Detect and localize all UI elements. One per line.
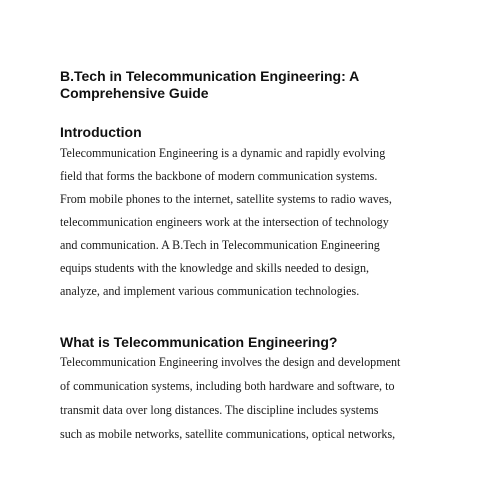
paragraph-line: analyze, and implement various communication technologies. [60,284,360,298]
paragraph-line: equips students with the knowledge and skills needed to design, [60,261,370,275]
paragraph-line: Telecommunication Engineering is a dynamic and rapidly evolving [60,146,386,160]
section-heading-introduction: Introduction [60,124,142,140]
paragraph-line: such as mobile networks, satellite communications, optical networks, [60,427,396,441]
paragraph-line: of communication systems, including both hardware and software, to [60,379,395,393]
paragraph-line: From mobile phones to the internet, satellite systems to radio waves, [60,192,392,206]
paragraph-line: and communication. A B.Tech in Telecommunication Engineering [60,238,380,252]
document-title [60,68,460,102]
document-title-line-2: Comprehensive Guide [60,85,209,101]
paragraph-line: Telecommunication Engineering involves the design and development [60,355,401,369]
paragraph-line: telecommunication engineers work at the intersection of technology [60,215,389,229]
paragraph-line: transmit data over long distances. The discipline includes systems [60,403,379,417]
paragraph-line: field that forms the backbone of modern communication systems. [60,169,378,183]
section-heading-what-is-telecom: What is Telecommunication Engineering? [60,334,338,350]
document-title-line-1: B.Tech in Telecommunication Engineering: A [60,68,360,84]
